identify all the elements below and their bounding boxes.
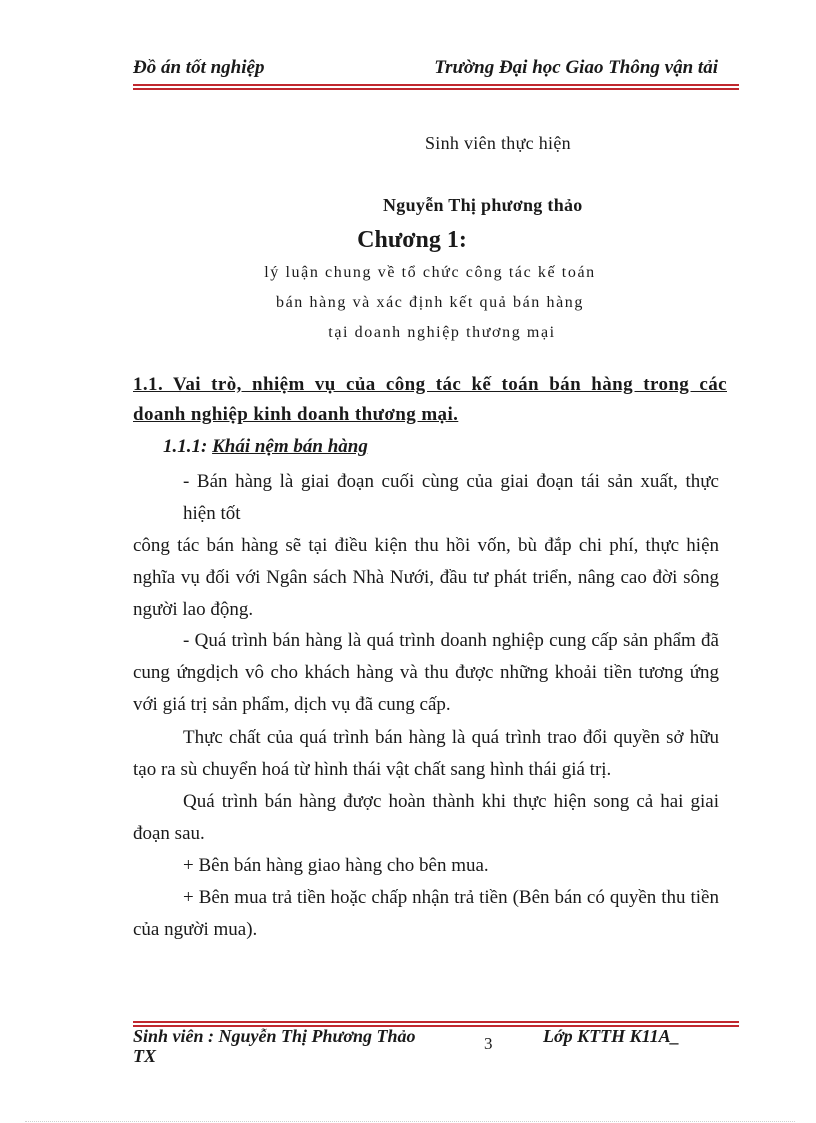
paragraph-7: + Bên mua trả tiền hoặc chấp nhận trả tiền (Bên bán có quyền thu tiền của người mua). (133, 887, 719, 940)
chapter-subtitle-line-2: bán hàng và xác định kết quả bán hàng (275, 294, 584, 311)
header-right-title: Trường Đại học Giao Thông vận tải (434, 57, 718, 78)
page-number: 3 (484, 1034, 493, 1053)
paragraph-2: công tác bán hàng sẽ tại điều kiện thu hồi vốn, bù đắp chi phí, thực hiện nghĩa vụ đối với Ngân sách Nhà Nưới, đầu tư phát triển, nâng cao đời sông người lao động. (133, 535, 719, 620)
section-heading-line-1: 1.1. Vai trò, nhiệm vụ của công tác kế toán bán hàng trong các (133, 374, 727, 395)
paragraph-4: Thực chất của quá trình bán hàng là quá trình trao đổi quyền sở hữu tạo ra sù chuyển hoá từ hình thái vật chất sang hình thái giá trị. (133, 727, 719, 780)
chapter-title: Chương 1: (357, 227, 467, 253)
footer-class: Lớp KTTH K11A_ (543, 1026, 680, 1046)
chapter-subtitle-line-3: tại doanh nghiệp thương mại (328, 324, 556, 341)
paragraph-3: - Quá trình bán hàng là quá trình doanh nghiệp cung cấp sản phẩm đã cung ứngdịch vô cho khách hàng và thu được những khoải tiền tương ứng với giá trị sản phẩm, dịch vụ đã cung cấp. (133, 630, 719, 715)
student-label: Sinh viên thực hiện (425, 133, 571, 153)
footer-rule-top (133, 1021, 739, 1023)
paragraph-1-line-1: - Bán hàng là giai đoạn cuối cùng của giai đoạn tái sản xuất, thực (183, 471, 719, 492)
chapter-subtitle-line-1: lý luận chung về tổ chức công tác kế toán (264, 264, 596, 281)
footer-student-line-1: Sinh viên : Nguyễn Thị Phương Thảo (133, 1026, 416, 1046)
footer-student-line-2: TX (133, 1046, 157, 1066)
paragraph-1-line-2: hiện tốt (183, 503, 241, 524)
subsection-title: Khái nệm bán hàng (212, 436, 368, 457)
section-heading-line-2: doanh nghiệp kinh doanh thương mại. (133, 404, 459, 425)
page-bottom-dotted-border (25, 1121, 795, 1122)
header-rule-top (133, 84, 739, 86)
student-name: Nguyễn Thị phương thảo (383, 195, 583, 215)
subsection-number: 1.1.1: (163, 436, 208, 457)
footer-student (133, 1026, 416, 1066)
header-rule-bottom (133, 88, 739, 90)
subsection-heading (163, 436, 368, 458)
paragraph-6: + Bên bán hàng giao hàng cho bên mua. (183, 855, 489, 876)
paragraph-5: Quá trình bán hàng được hoàn thành khi thực hiện song cả hai giai đoạn sau. (133, 791, 719, 844)
header-left-title: Đồ án tốt nghiệp (133, 57, 265, 78)
